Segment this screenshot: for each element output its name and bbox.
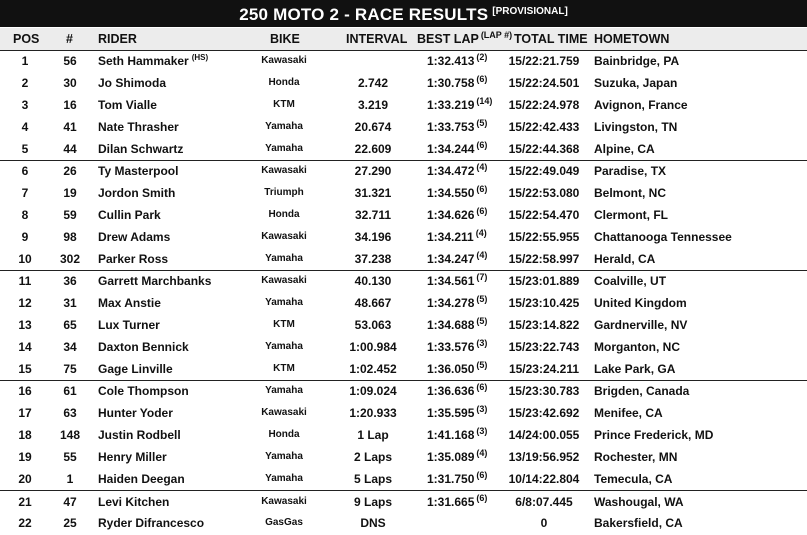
rider-cell xyxy=(98,402,173,424)
number-cell: 302 xyxy=(59,252,81,266)
best-lap-number: (3) xyxy=(476,404,488,414)
table-row xyxy=(0,94,807,116)
hometown-cell: Temecula, CA xyxy=(594,472,673,486)
number-cell: 61 xyxy=(63,384,77,398)
number-cell: 1 xyxy=(66,472,74,486)
hometown-cell: Clermont, FL xyxy=(594,208,668,222)
interval-cell: 40.130 xyxy=(354,274,392,288)
rider-cell xyxy=(98,226,170,248)
rider-cell xyxy=(98,358,173,380)
best-lap-cell xyxy=(427,292,487,315)
col-hometown: HOMETOWN xyxy=(594,32,670,46)
best-lap-time: 1:34.472 xyxy=(427,164,475,178)
best-lap-time: 1:31.750 xyxy=(427,472,475,486)
bike-cell: Yamaha xyxy=(265,341,303,352)
hometown-cell: Livingston, TN xyxy=(594,120,678,134)
rider-cell xyxy=(98,380,189,402)
rider-name: Ty Masterpool xyxy=(98,164,179,178)
interval-cell: DNS xyxy=(360,516,386,530)
hometown-cell: Morganton, NC xyxy=(594,340,680,354)
best-lap-number: (5) xyxy=(476,316,488,326)
best-lap-cell xyxy=(427,226,487,249)
pos-cell: 9 xyxy=(21,230,29,244)
total-time-cell: 15/23:24.211 xyxy=(508,362,580,376)
table-row xyxy=(0,226,807,248)
pos-cell: 19 xyxy=(18,450,32,464)
bike-cell: Yamaha xyxy=(265,473,303,484)
total-time-cell: 15/23:30.783 xyxy=(508,384,580,398)
rider-name: Drew Adams xyxy=(98,230,171,244)
number-cell: 65 xyxy=(63,318,77,332)
best-lap-number: (6) xyxy=(476,493,488,503)
pos-cell: 2 xyxy=(21,76,29,90)
best-lap-number: (5) xyxy=(476,118,488,128)
rider-cell xyxy=(98,292,161,314)
best-lap-number: (4) xyxy=(476,162,488,172)
table-row xyxy=(0,380,807,402)
hometown-cell: Rochester, MN xyxy=(594,450,678,464)
bike-cell: Kawasaki xyxy=(261,407,307,418)
best-lap-time: 1:34.550 xyxy=(427,186,475,200)
rider-name: Daxton Bennick xyxy=(98,340,189,354)
table-row xyxy=(0,248,807,271)
provisional-label: [PROVISIONAL] xyxy=(492,6,568,17)
best-lap-number: (4) xyxy=(475,228,487,238)
total-time-cell: 15/22:53.080 xyxy=(508,186,580,200)
rider-cell xyxy=(98,468,185,490)
bike-cell: Honda xyxy=(268,429,300,440)
interval-cell: 27.290 xyxy=(354,164,392,178)
rider-cell xyxy=(98,424,181,446)
pos-cell: 3 xyxy=(21,98,29,112)
rider-name: Hunter Yoder xyxy=(98,406,173,420)
bike-cell: Kawasaki xyxy=(261,231,307,242)
bike-cell: Kawasaki xyxy=(261,55,307,66)
rider-name: Nate Thrasher xyxy=(98,120,179,134)
best-lap-cell xyxy=(427,248,487,271)
pos-cell: 22 xyxy=(18,516,32,530)
pos-cell: 15 xyxy=(18,362,32,376)
best-lap-number: (14) xyxy=(476,96,493,106)
total-time-cell: 15/23:01.889 xyxy=(508,274,580,288)
number-cell: 36 xyxy=(63,274,77,288)
results-title: 250 MOTO 2 - RACE RESULTS xyxy=(239,5,489,24)
col-best-lap xyxy=(417,28,512,51)
best-lap-number: (6) xyxy=(476,140,488,150)
hometown-cell: Bakersfield, CA xyxy=(594,516,683,530)
table-row xyxy=(0,336,807,358)
best-lap-number: (6) xyxy=(476,74,488,84)
rider-name: Jordon Smith xyxy=(98,186,176,200)
best-lap-number: (3) xyxy=(476,426,488,436)
hometown-cell: Menifee, CA xyxy=(594,406,663,420)
col-total-time: TOTAL TIME xyxy=(514,32,588,46)
bike-cell: GasGas xyxy=(265,517,303,528)
best-lap-time: 1:34.688 xyxy=(427,318,475,332)
interval-cell: 37.238 xyxy=(354,252,392,266)
number-cell: 19 xyxy=(63,186,77,200)
interval-cell: 1:09.024 xyxy=(349,384,397,398)
interval-cell: 1:20.933 xyxy=(349,406,397,420)
pos-cell: 16 xyxy=(18,384,32,398)
total-time-cell: 14/24:00.055 xyxy=(508,428,580,442)
pos-cell: 17 xyxy=(18,406,32,420)
best-lap-time: 1:34.561 xyxy=(427,274,475,288)
pos-cell: 10 xyxy=(18,252,32,266)
interval-cell: 1:00.984 xyxy=(349,340,397,354)
hometown-cell: Chattanooga Tennessee xyxy=(594,230,732,244)
best-lap-cell xyxy=(427,468,487,491)
number-cell: 41 xyxy=(63,120,77,134)
best-lap-number: (6) xyxy=(476,470,488,480)
interval-cell: 9 Laps xyxy=(353,495,392,509)
total-time-cell: 15/22:55.955 xyxy=(508,230,580,244)
total-time-cell: 15/22:58.997 xyxy=(508,252,580,266)
best-lap-time: 1:32.413 xyxy=(427,54,475,68)
rider-name: Garrett Marchbanks xyxy=(98,274,212,288)
pos-cell: 20 xyxy=(18,472,32,486)
number-cell: 44 xyxy=(63,142,77,156)
pos-cell: 6 xyxy=(21,164,29,178)
table-row xyxy=(0,446,807,468)
number-cell: 63 xyxy=(63,406,77,420)
best-lap-time: 1:33.219 xyxy=(427,98,475,112)
col-bike: BIKE xyxy=(270,32,300,46)
best-lap-time: 1:41.168 xyxy=(427,428,475,442)
best-lap-time: 1:34.247 xyxy=(427,252,475,266)
best-lap-number: (4) xyxy=(476,448,488,458)
number-cell: 26 xyxy=(63,164,77,178)
interval-cell: 2.742 xyxy=(357,76,389,90)
rider-cell xyxy=(98,94,157,116)
rider-cell xyxy=(98,160,178,182)
rider-name: Dilan Schwartz xyxy=(98,142,184,156)
table-row xyxy=(0,468,807,491)
rider-cell xyxy=(98,138,183,160)
best-lap-number: (4) xyxy=(476,250,488,260)
rider-cell xyxy=(98,116,179,138)
results-title-bar xyxy=(0,0,807,27)
bike-cell: Yamaha xyxy=(265,297,303,308)
pos-cell: 21 xyxy=(18,495,32,509)
pos-cell: 5 xyxy=(21,142,29,156)
interval-cell: 53.063 xyxy=(354,318,392,332)
best-lap-cell xyxy=(427,94,492,117)
total-time-cell: 15/22:49.049 xyxy=(508,164,580,178)
number-cell: 148 xyxy=(59,428,81,442)
total-time-cell: 15/23:14.822 xyxy=(508,318,580,332)
pos-cell: 13 xyxy=(18,318,32,332)
best-lap-number: (3) xyxy=(476,338,488,348)
hometown-cell: Washougal, WA xyxy=(594,495,684,509)
hometown-cell: Brigden, Canada xyxy=(594,384,690,398)
table-row xyxy=(0,160,807,182)
rider-name: Cullin Park xyxy=(98,208,161,222)
bike-cell: Honda xyxy=(268,77,300,88)
number-cell: 98 xyxy=(63,230,77,244)
table-row xyxy=(0,512,807,534)
best-lap-time: 1:34.244 xyxy=(427,142,475,156)
bike-cell: Kawasaki xyxy=(261,496,307,507)
best-lap-time: 1:35.595 xyxy=(427,406,475,420)
rider-cell xyxy=(98,336,189,358)
interval-cell: 48.667 xyxy=(354,296,392,310)
number-cell: 31 xyxy=(63,296,77,310)
best-lap-number: (5) xyxy=(476,360,488,370)
pos-cell: 11 xyxy=(18,274,32,288)
hometown-cell: Coalville, UT xyxy=(594,274,667,288)
rider-cell xyxy=(98,50,208,74)
number-cell: 25 xyxy=(63,516,77,530)
bike-cell: Kawasaki xyxy=(261,165,307,176)
rider-cell xyxy=(98,314,160,336)
total-time-cell: 15/23:10.425 xyxy=(508,296,580,310)
interval-cell: 34.196 xyxy=(354,230,392,244)
best-lap-cell xyxy=(427,402,487,425)
best-lap-cell xyxy=(427,116,487,139)
rider-name: Justin Rodbell xyxy=(98,428,181,442)
best-lap-cell xyxy=(427,314,487,337)
hometown-cell: Paradise, TX xyxy=(594,164,667,178)
table-row xyxy=(0,314,807,336)
hometown-cell: Herald, CA xyxy=(594,252,656,266)
table-header xyxy=(0,28,807,51)
table-row xyxy=(0,358,807,381)
rider-name: Tom Vialle xyxy=(98,98,157,112)
interval-cell: 1 Lap xyxy=(357,428,389,442)
hometown-cell: Alpine, CA xyxy=(594,142,655,156)
interval-cell: 22.609 xyxy=(354,142,392,156)
best-lap-cell xyxy=(427,270,487,293)
table-row xyxy=(0,138,807,161)
best-lap-cell xyxy=(427,380,487,403)
number-cell: 59 xyxy=(63,208,77,222)
bike-cell: KTM xyxy=(273,99,295,110)
pos-cell: 4 xyxy=(21,120,29,134)
best-lap-number: (6) xyxy=(476,206,488,216)
best-lap-time: 1:33.576 xyxy=(427,340,475,354)
best-lap-cell xyxy=(427,50,487,73)
interval-cell: 32.711 xyxy=(354,208,392,222)
table-row xyxy=(0,270,807,292)
best-lap-cell xyxy=(427,204,487,227)
table-row xyxy=(0,72,807,94)
rider-name: Henry Miller xyxy=(98,450,167,464)
rider-cell xyxy=(98,270,211,292)
col-number: # xyxy=(66,32,73,46)
number-cell: 47 xyxy=(63,495,77,509)
table-row xyxy=(0,182,807,204)
total-time-cell: 15/22:54.470 xyxy=(508,208,580,222)
bike-cell: Kawasaki xyxy=(261,275,307,286)
best-lap-time: 1:30.758 xyxy=(427,76,475,90)
number-cell: 56 xyxy=(63,54,77,68)
best-lap-number: (2) xyxy=(476,52,488,62)
bike-cell: Yamaha xyxy=(265,451,303,462)
hometown-cell: United Kingdom xyxy=(594,296,687,310)
rider-name: Haiden Deegan xyxy=(98,472,185,486)
total-time-cell: 15/22:42.433 xyxy=(508,120,580,134)
bike-cell: KTM xyxy=(273,363,295,374)
best-lap-cell xyxy=(427,424,487,447)
pos-cell: 18 xyxy=(18,428,32,442)
number-cell: 34 xyxy=(63,340,77,354)
rider-cell xyxy=(98,248,168,270)
rider-cell xyxy=(98,491,169,513)
rider-name: Gage Linville xyxy=(98,362,173,376)
table-row xyxy=(0,491,807,513)
best-lap-cell xyxy=(427,138,487,161)
table-row xyxy=(0,116,807,138)
bike-cell: Yamaha xyxy=(265,121,303,132)
bike-cell: Honda xyxy=(268,209,300,220)
bike-cell: Yamaha xyxy=(265,143,303,154)
rider-name: Cole Thompson xyxy=(98,384,189,398)
number-cell: 30 xyxy=(63,76,77,90)
total-time-cell: 15/23:22.743 xyxy=(508,340,580,354)
interval-cell: 3.219 xyxy=(357,98,389,112)
best-lap-number: (5) xyxy=(476,294,488,304)
best-lap-time: 1:34.626 xyxy=(427,208,475,222)
total-time-cell: 15/22:21.759 xyxy=(508,54,580,68)
rider-cell xyxy=(98,182,175,204)
bike-cell: Triumph xyxy=(264,187,304,198)
best-lap-time: 1:34.278 xyxy=(427,296,475,310)
rider-name: Seth Hammaker xyxy=(98,54,189,68)
hometown-cell: Bainbridge, PA xyxy=(594,54,680,68)
total-time-cell: 0 xyxy=(540,516,548,530)
pos-cell: 7 xyxy=(21,186,29,200)
best-lap-time: 1:36.050 xyxy=(427,362,475,376)
table-row xyxy=(0,292,807,314)
bike-cell: Yamaha xyxy=(265,253,303,264)
hometown-cell: Belmont, NC xyxy=(594,186,666,200)
col-best-lap-label: BEST LAP xyxy=(417,32,479,46)
hometown-cell: Lake Park, GA xyxy=(594,362,676,376)
total-time-cell: 10/14:22.804 xyxy=(508,472,580,486)
rider-name: Levi Kitchen xyxy=(98,495,170,509)
rider-name: Parker Ross xyxy=(98,252,169,266)
hometown-cell: Suzuka, Japan xyxy=(594,76,678,90)
interval-cell: 20.674 xyxy=(354,120,392,134)
rider-cell xyxy=(98,204,161,226)
total-time-cell: 13/19:56.952 xyxy=(508,450,580,464)
best-lap-time: 1:33.753 xyxy=(427,120,475,134)
number-cell: 16 xyxy=(63,98,77,112)
col-pos: POS xyxy=(13,32,40,46)
col-rider: RIDER xyxy=(98,32,137,46)
best-lap-cell xyxy=(427,72,487,95)
table-row xyxy=(0,50,807,72)
best-lap-time: 1:31.665 xyxy=(427,495,475,509)
rider-name: Jo Shimoda xyxy=(98,76,167,90)
hometown-cell: Avignon, France xyxy=(594,98,688,112)
rider-cell xyxy=(98,446,167,468)
best-lap-cell xyxy=(427,446,487,469)
rider-name: Ryder Difrancesco xyxy=(98,516,205,530)
total-time-cell: 6/8:07.445 xyxy=(515,495,573,509)
interval-cell: 2 Laps xyxy=(353,450,392,464)
pos-cell: 1 xyxy=(21,54,29,68)
table-row xyxy=(0,424,807,446)
best-lap-time: 1:34.211 xyxy=(427,230,474,244)
interval-cell: 1:02.452 xyxy=(349,362,397,376)
best-lap-cell xyxy=(427,491,487,514)
number-cell: 55 xyxy=(63,450,77,464)
total-time-cell: 15/22:24.501 xyxy=(508,76,580,90)
best-lap-number: (7) xyxy=(476,272,488,282)
total-time-cell: 15/22:24.978 xyxy=(508,98,580,112)
table-row xyxy=(0,402,807,424)
col-best-lap-note: (LAP #) xyxy=(480,30,513,40)
best-lap-cell xyxy=(427,336,487,359)
best-lap-time: 1:35.089 xyxy=(427,450,475,464)
best-lap-cell xyxy=(427,182,487,205)
rider-note: (HS) xyxy=(191,53,209,62)
interval-cell: 5 Laps xyxy=(353,472,392,486)
hometown-cell: Gardnerville, NV xyxy=(594,318,688,332)
bike-cell: Yamaha xyxy=(265,385,303,396)
col-interval: INTERVAL xyxy=(346,32,408,46)
interval-cell: 31.321 xyxy=(354,186,392,200)
rider-name: Lux Turner xyxy=(98,318,160,332)
best-lap-number: (6) xyxy=(476,382,488,392)
bike-cell: KTM xyxy=(273,319,295,330)
pos-cell: 8 xyxy=(21,208,29,222)
total-time-cell: 15/23:42.692 xyxy=(508,406,580,420)
pos-cell: 14 xyxy=(18,340,32,354)
rider-name: Max Anstie xyxy=(98,296,161,310)
rider-cell xyxy=(98,512,204,534)
table-row xyxy=(0,204,807,226)
best-lap-time: 1:36.636 xyxy=(427,384,475,398)
best-lap-cell xyxy=(427,160,487,183)
best-lap-number: (6) xyxy=(476,184,488,194)
best-lap-cell xyxy=(427,358,487,381)
total-time-cell: 15/22:44.368 xyxy=(508,142,580,156)
number-cell: 75 xyxy=(63,362,77,376)
hometown-cell: Prince Frederick, MD xyxy=(594,428,714,442)
pos-cell: 12 xyxy=(18,296,32,310)
rider-cell xyxy=(98,72,166,94)
